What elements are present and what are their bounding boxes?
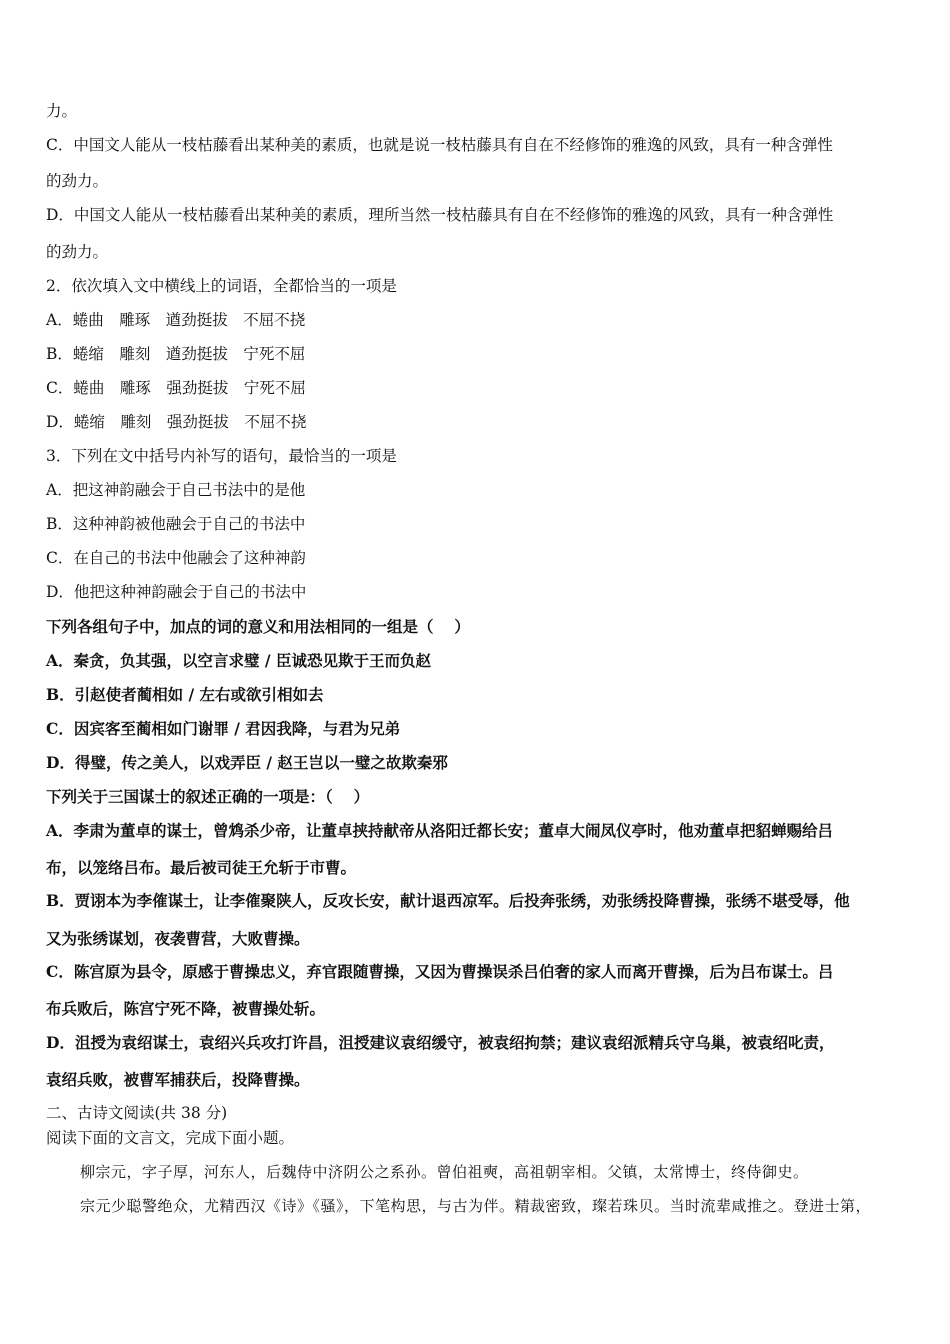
q5-option-b-line2: 又为张绣谋划，夜袭曹营，大败曹操。 (46, 929, 310, 948)
q1-option-b-continuation: 力。 (46, 102, 78, 120)
q2-option-a: A．蜷曲 雕琢 遒劲挺拔 不屈不挠 (46, 311, 306, 329)
q5-option-d-line2: 袁绍兵败，被曹军捕获后，投降曹操。 (46, 1070, 310, 1089)
q2-stem: 2．依次填入文中横线上的词语，全都恰当的一项是 (46, 277, 397, 295)
q2-option-d: D．蜷缩 雕刻 强劲挺拔 不屈不挠 (46, 413, 307, 431)
q5-option-c-line2: 布兵败后，陈宫宁死不降，被曹操处斩。 (46, 999, 326, 1018)
q5-option-a-line1: A．李肃为董卓的谋士，曾鸩杀少帝，让董卓挟持献帝从洛阳迁都长安；董卓大闹凤仪亭时，他劝董卓把貂蝉赐给吕 (46, 821, 834, 840)
q4-option-d: D．得璧，传之美人，以戏弄臣 / 赵王岂以一璧之故欺秦邪 (46, 753, 448, 772)
q4-option-b: B．引赵使者蔺相如 / 左右或欲引相如去 (46, 685, 324, 704)
q2-option-b: B．蜷缩 雕刻 遒劲挺拔 宁死不屈 (46, 345, 306, 363)
q3-option-a: A．把这神韵融会于自己书法中的是他 (46, 481, 306, 499)
section2-heading: 二、古诗文阅读(共 38 分) (46, 1104, 228, 1122)
q1-option-c-line2: 的劲力。 (46, 172, 109, 190)
q5-option-a-line2: 布，以笼络吕布。最后被司徒王允斩于市曹。 (46, 858, 357, 877)
q5-option-d-line1: D．沮授为袁绍谋士，袁绍兴兵攻打许昌，沮授建议袁绍缓守，被袁绍拘禁；建议袁绍派精兵守乌巢，被袁绍叱责， (46, 1033, 835, 1052)
q5-option-c-line1: C．陈宫原为县令，原感于曹操忠义，弃官跟随曹操，又因为曹操误杀吕伯奢的家人而离开曹操，后为吕布谋士。吕 (46, 962, 834, 981)
q3-option-d: D．他把这种神韵融会于自己的书法中 (46, 583, 307, 601)
q3-option-b: B．这种神韵被他融会于自己的书法中 (46, 515, 306, 533)
q2-option-c: C．蜷曲 雕琢 强劲挺拔 宁死不屈 (46, 379, 306, 397)
passage-paragraph-1: 柳宗元，字子厚，河东人，后魏侍中济阴公之系孙。曾伯祖奭，高祖朝宰相。父镇，太常博士，终侍御史。 (80, 1163, 809, 1181)
passage-paragraph-2: 宗元少聪警绝众，尤精西汉《诗》《骚》，下笔构思，与古为伴。精裁密致，璨若珠贝。当时流辈咸推之。登进士第， (80, 1197, 872, 1215)
q4-option-c: C．因宾客至蔺相如门谢罪 / 君因我降，与君为兄弟 (46, 719, 401, 738)
q1-option-d-line2: 的劲力。 (46, 243, 109, 261)
q4-stem: 下列各组句子中，加点的词的意义和用法相同的一组是（ ） (46, 617, 470, 636)
section2-instruction: 阅读下面的文言文，完成下面小题。 (46, 1129, 295, 1147)
q3-stem: 3．下列在文中括号内补写的语句，最恰当的一项是 (46, 447, 397, 465)
q1-option-d-line1: D．中国文人能从一枝枯藤看出某种美的素质，理所当然一枝枯藤具有自在不经修饰的雅逸的风致，具有一种含弹性 (46, 206, 834, 224)
q1-option-c-line1: C．中国文人能从一枝枯藤看出某种美的素质，也就是说一枝枯藤具有自在不经修饰的雅逸的风致，具有一种含弹性 (46, 136, 833, 154)
q3-option-c: C．在自己的书法中他融会了这种神韵 (46, 549, 306, 567)
q5-stem: 下列关于三国谋士的叙述正确的一项是：（ ） (46, 787, 370, 806)
q5-option-b-line1: B．贾诩本为李傕谋士，让李傕聚陕人，反攻长安，献计退西凉军。后投奔张绣，劝张绣投降曹操，张绣不堪受辱，他 (46, 891, 850, 910)
q4-option-a: A．秦贪，负其强，以空言求璧 / 臣诚恐见欺于王而负赵 (46, 651, 431, 670)
